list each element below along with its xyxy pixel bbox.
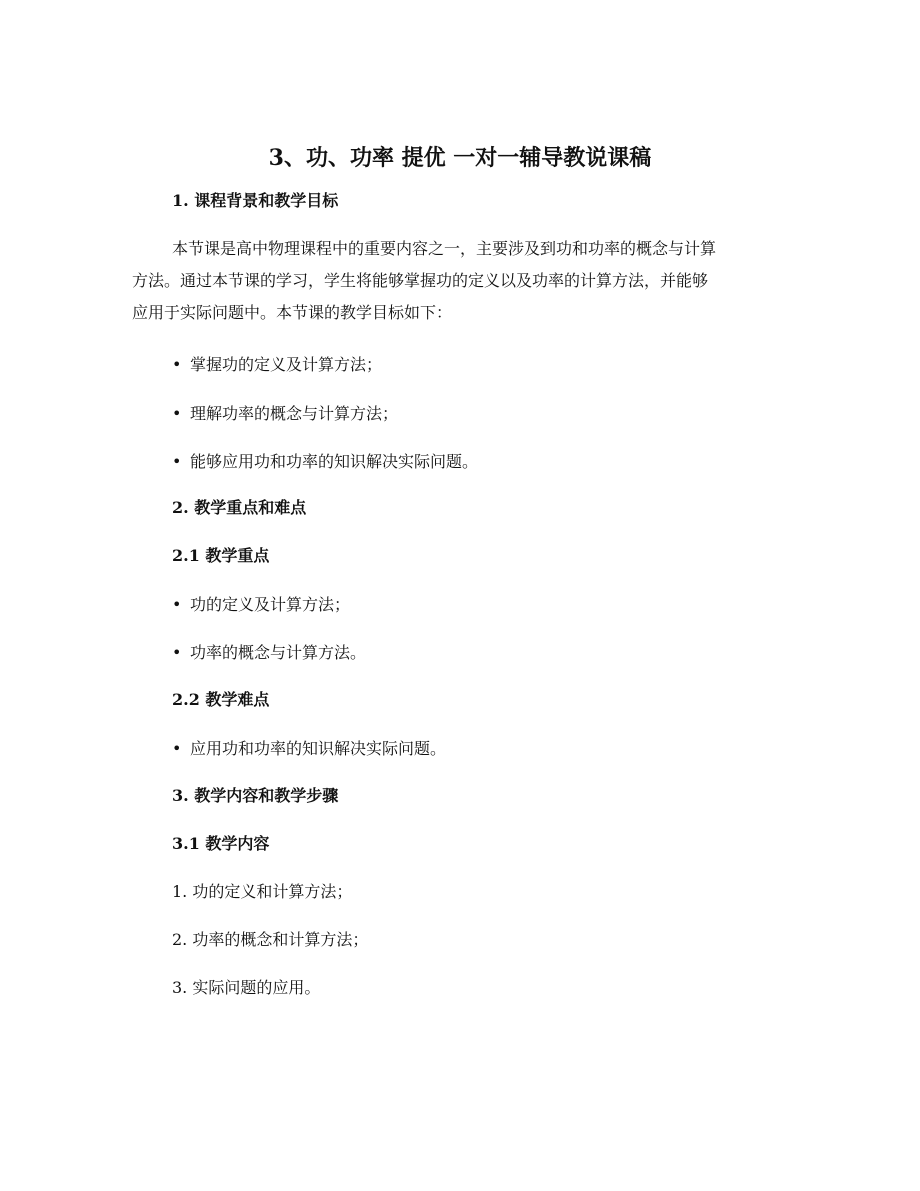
- list-item-text: 应用功和功率的知识解决实际问题。: [190, 739, 447, 758]
- section-2-1-heading: 2.1 教学重点: [172, 546, 270, 565]
- document-title: 3、功、功率 提优 一对一辅导教说课稿: [268, 145, 652, 171]
- bullet-icon: •: [172, 355, 182, 374]
- section-1-heading: 1. 课程背景和教学目标: [172, 191, 339, 210]
- list-item: [172, 403, 398, 425]
- list-item-text: 理解功率的概念与计算方法；: [190, 404, 399, 423]
- list-item: [172, 642, 366, 664]
- bullet-icon: •: [172, 404, 182, 423]
- paragraph-line: 应用于实际问题中。本节课的教学目标如下：: [132, 303, 453, 322]
- section-3-heading: 3. 教学内容和教学步骤: [172, 786, 339, 805]
- paragraph-line: 方法。通过本节课的学习，学生将能够掌握功的定义以及功率的计算方法，并能够: [132, 271, 709, 290]
- section-1-paragraph: [132, 233, 792, 329]
- section-2-2-heading: 2.2 教学难点: [172, 690, 270, 709]
- paragraph-line: 本节课是高中物理课程中的重要内容之一，主要涉及到功和功率的概念与计算: [172, 239, 717, 258]
- list-item-text: 掌握功的定义及计算方法；: [190, 355, 383, 374]
- list-item: [172, 738, 446, 760]
- list-item-text: 能够应用功和功率的知识解决实际问题。: [190, 452, 479, 471]
- list-item: [172, 354, 382, 376]
- list-item-text: 功的定义及计算方法；: [190, 595, 351, 614]
- list-item: [172, 451, 478, 473]
- section-2-heading: 2. 教学重点和难点: [172, 498, 307, 517]
- bullet-icon: •: [172, 595, 182, 614]
- section-3-1-heading: 3.1 教学内容: [172, 834, 270, 853]
- bullet-icon: •: [172, 643, 182, 662]
- numbered-item: 3. 实际问题的应用。: [172, 978, 321, 997]
- list-item-text: 功率的概念与计算方法。: [190, 643, 367, 662]
- numbered-item: 1. 功的定义和计算方法；: [172, 882, 353, 901]
- numbered-item: 2. 功率的概念和计算方法；: [172, 930, 369, 949]
- bullet-icon: •: [172, 452, 182, 471]
- list-item: [172, 594, 350, 616]
- bullet-icon: •: [172, 739, 182, 758]
